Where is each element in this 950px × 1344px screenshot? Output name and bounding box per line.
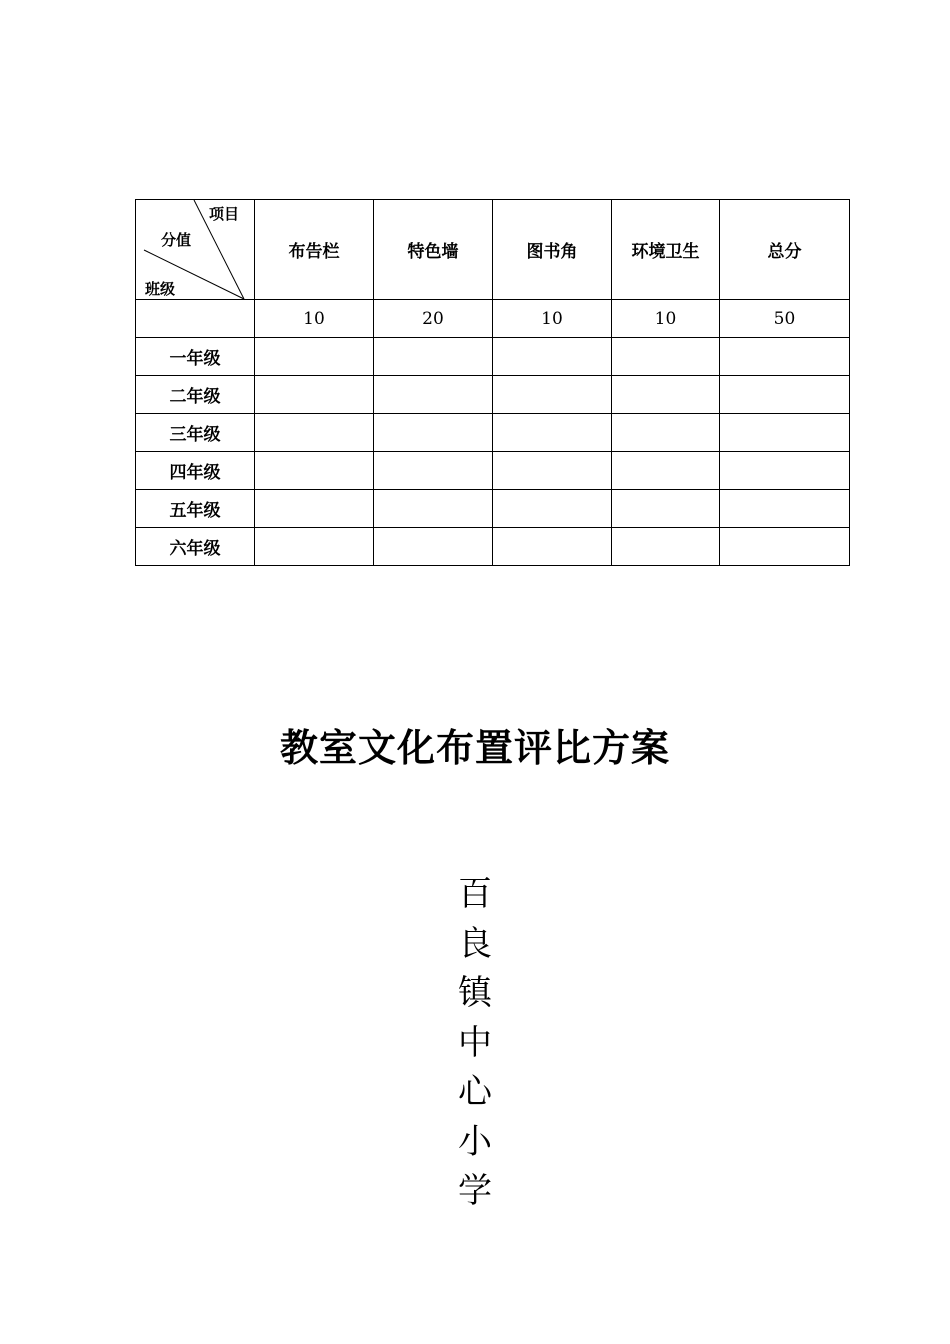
scoring-table [135, 199, 850, 566]
score-cell[interactable] [493, 452, 612, 490]
score-value: 10 [255, 300, 374, 338]
grade-row [136, 414, 850, 452]
score-cell[interactable] [255, 414, 374, 452]
grade-label: 五年级 [136, 490, 255, 528]
score-cell[interactable] [493, 490, 612, 528]
score-cell[interactable] [612, 490, 720, 528]
score-cell[interactable] [720, 376, 850, 414]
score-cell[interactable] [612, 528, 720, 566]
score-cell[interactable] [374, 338, 493, 376]
score-cell[interactable] [493, 338, 612, 376]
score-cell[interactable] [720, 490, 850, 528]
grade-label: 六年级 [136, 528, 255, 566]
score-cell[interactable] [255, 528, 374, 566]
corner-label-item: 项目 [209, 205, 240, 223]
score-cell[interactable] [255, 376, 374, 414]
school-name-char: 镇 [458, 973, 492, 1013]
score-cell[interactable] [493, 414, 612, 452]
score-cell[interactable] [493, 528, 612, 566]
score-cell[interactable] [720, 414, 850, 452]
header-row [136, 200, 850, 300]
score-value: 10 [493, 300, 612, 338]
score-value: 20 [374, 300, 493, 338]
score-cell[interactable] [374, 376, 493, 414]
grade-row [136, 528, 850, 566]
school-name-vertical [440, 870, 510, 1217]
grade-row [136, 376, 850, 414]
grade-row [136, 490, 850, 528]
grade-label: 二年级 [136, 376, 255, 414]
grade-label: 三年级 [136, 414, 255, 452]
score-cell[interactable] [374, 490, 493, 528]
score-cell[interactable] [255, 338, 374, 376]
document-title: 教室文化布置评比方案 [279, 726, 670, 770]
header-book-corner: 图书角 [493, 200, 612, 300]
score-cell[interactable] [720, 338, 850, 376]
score-row [136, 300, 850, 338]
school-name-char: 小 [458, 1121, 492, 1162]
corner-label-class: 班级 [145, 280, 176, 298]
score-cell[interactable] [612, 452, 720, 490]
header-total: 总分 [720, 200, 850, 300]
grade-label: 四年级 [136, 452, 255, 490]
score-cell[interactable] [720, 452, 850, 490]
header-bulletin-board: 布告栏 [255, 200, 374, 300]
score-cell[interactable] [255, 452, 374, 490]
corner-label-score: 分值 [161, 231, 192, 249]
score-cell[interactable] [374, 452, 493, 490]
school-name-char: 中 [458, 1022, 492, 1063]
score-row-label [136, 300, 255, 338]
score-cell[interactable] [612, 338, 720, 376]
score-cell[interactable] [493, 376, 612, 414]
grade-label: 一年级 [136, 338, 255, 376]
score-cell[interactable] [612, 414, 720, 452]
score-cell[interactable] [374, 528, 493, 566]
score-value: 10 [612, 300, 720, 338]
diagonal-header-cell [136, 200, 255, 300]
score-value: 50 [720, 300, 850, 338]
school-name-char: 学 [458, 1171, 492, 1211]
score-cell[interactable] [612, 376, 720, 414]
school-name-char: 良 [458, 923, 492, 964]
score-cell[interactable] [720, 528, 850, 566]
grade-row [136, 338, 850, 376]
header-environment: 环境卫生 [612, 200, 720, 300]
grade-row [136, 452, 850, 490]
score-cell[interactable] [374, 414, 493, 452]
school-name-char: 心 [458, 1072, 492, 1112]
score-cell[interactable] [255, 490, 374, 528]
header-feature-wall: 特色墙 [374, 200, 493, 300]
school-name-char: 百 [458, 874, 492, 914]
